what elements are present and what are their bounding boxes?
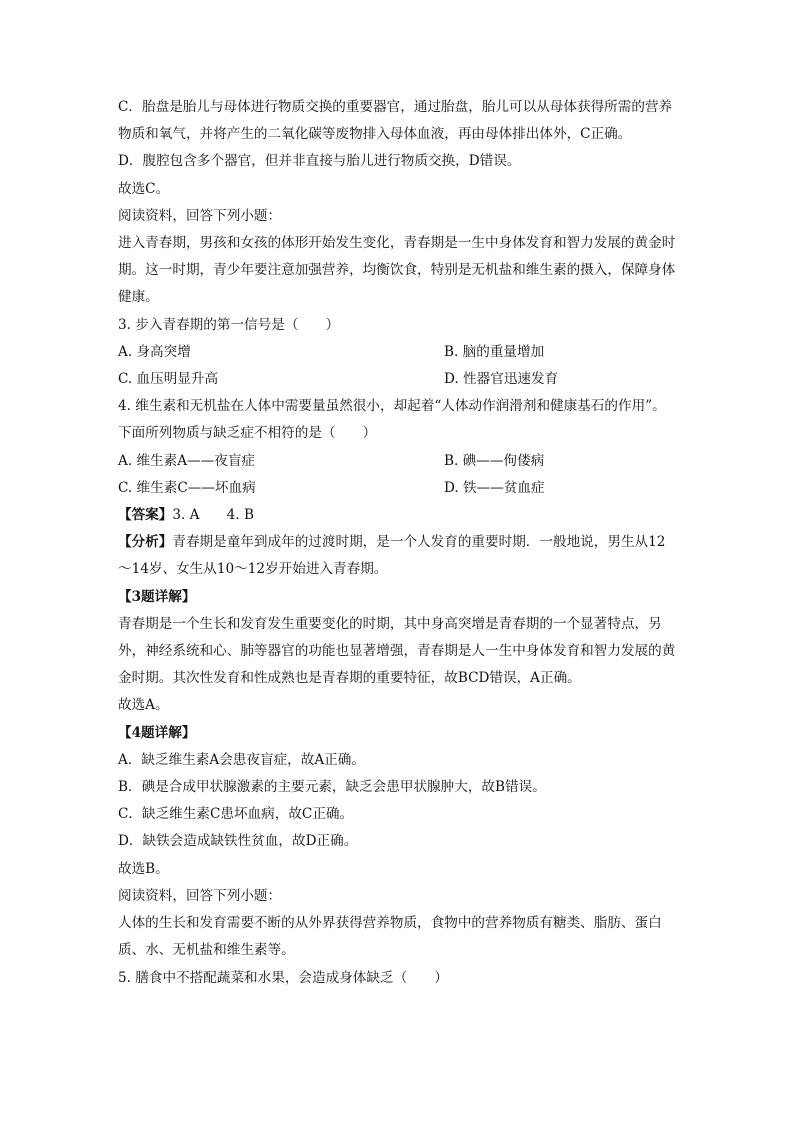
q3-option-a: A. 身高突增 <box>118 343 191 360</box>
choose-b: 故选B。 <box>118 860 169 877</box>
detail-4-d: D．缺铁会造成缺铁性贫血，故D正确。 <box>118 833 358 850</box>
question-4-options-row2 <box>118 475 678 502</box>
q4-option-c: C. 维生素C——坏血病 <box>118 479 256 496</box>
q3-option-b: B. 脑的重量增加 <box>444 343 545 360</box>
question-3-options-row2 <box>118 366 678 393</box>
detail-3-heading: 【3题详解】 <box>118 588 196 605</box>
q3-option-c: C. 血压明显升高 <box>118 371 219 388</box>
option-c-explanation: C．胎盘是胎儿与母体进行物质交换的重要器官，通过胎盘，胎儿可以从母体获得所需的营养物质和氧气，并将产生的二氧化碳等废物排入母体血液，再由母体排出体外，C正确。 <box>118 99 673 143</box>
answer-label: 【答案】 <box>118 507 173 524</box>
question-4-options-row1 <box>118 448 678 475</box>
detail-4-heading: 【4题详解】 <box>118 724 196 741</box>
question-3-options-row1 <box>118 339 678 366</box>
detail-4-c: C．缺乏维生素C患坏血病，故C正确。 <box>118 806 354 823</box>
q4-option-a: A. 维生素A——夜盲症 <box>118 452 256 469</box>
detail-4-a: A．缺乏维生素A会患夜盲症，故A正确。 <box>118 751 365 768</box>
question-3: 3. 步入青春期的第一信号是（ ） <box>118 316 340 333</box>
question-4: 4. 维生素和无机盐在人体中需要量虽然很小，却起着“人体动作润滑剂和健康基石的作用”。下面所列物质与缺乏症不相符的是（ ） <box>118 398 666 442</box>
analysis-text: 青春期是童年到成年的过渡时期，是一个人发育的重要时期．一般地说，男生从12～14岁、女生从10～12岁开始进入青春期。 <box>118 534 666 578</box>
document-body <box>118 94 678 992</box>
detail-3-text: 青春期是一个生长和发育发生重要变化的时期，其中身高突增是青春期的一个显著特点，另外，神经系统和心、肺等器官的功能也显著增强，青春期是人一生中身体发育和智力发展的黄金时期。其次性发育和性成熟也是青春期的重要特征，故BCD错误，A正确。 <box>118 615 676 687</box>
q4-option-b: B. 碘——佝偻病 <box>444 452 545 469</box>
detail-4-b: B．碘是合成甲状腺激素的主要元素，缺乏会患甲状腺肿大，故B错误。 <box>118 779 546 796</box>
reading2-intro: 阅读资料，回答下列小题： <box>118 887 282 904</box>
q4-option-d: D. 铁——贫血症 <box>444 479 545 496</box>
analysis <box>118 529 678 583</box>
option-d-explanation: D．腹腔包含多个器官，但并非直接与胎儿进行物质交换，D错误。 <box>118 153 521 170</box>
analysis-label: 【分析】 <box>118 534 173 551</box>
answer-text: 3. A 4. B <box>172 507 254 524</box>
question-5: 5. 膳食中不搭配蔬菜和水果，会造成身体缺乏（ ） <box>118 969 448 986</box>
choose-c: 故选C。 <box>118 180 170 197</box>
answer-line <box>118 502 678 529</box>
q3-option-d: D. 性器官迅速发育 <box>444 371 559 388</box>
reading1-text: 进入青春期，男孩和女孩的体形开始发生变化，青春期是一生中身体发育和智力发展的黄金时期。这一时期，青少年要注意加强营养，均衡饮食，特别是无机盐和维生素的摄入，保障身体健康。 <box>118 235 676 306</box>
choose-a: 故选A。 <box>118 697 169 714</box>
reading1-intro: 阅读资料，回答下列小题： <box>118 207 282 224</box>
reading2-text: 人体的生长和发育需要不断的从外界获得营养物质，食物中的营养物质有糖类、脂肪、蛋白质、水、无机盐和维生素等。 <box>118 915 662 959</box>
